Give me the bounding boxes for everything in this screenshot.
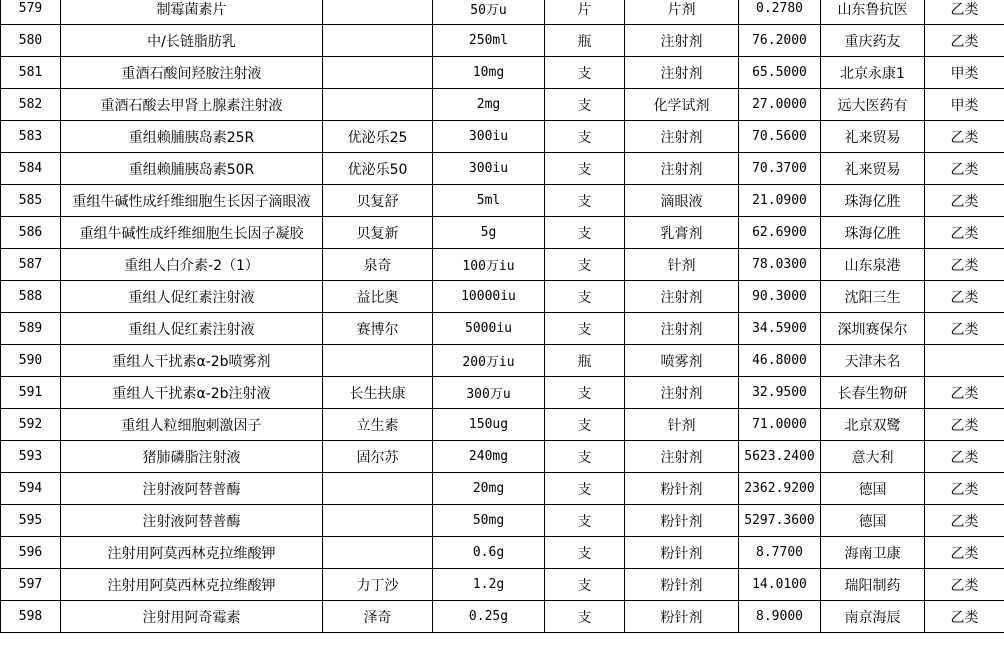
manufacturer-cell[interactable]: 礼来贸易 [821,121,925,153]
dosage-form-cell[interactable]: 注射剂 [625,441,739,473]
category-cell[interactable]: 乙类 [925,249,1004,281]
category-cell[interactable]: 乙类 [925,601,1004,633]
price-cell[interactable]: 46.8000 [739,345,821,377]
price-cell[interactable]: 2362.9200 [739,473,821,505]
spec-cell[interactable]: 100万iu [433,249,545,281]
table-row [1,377,1004,409]
row-number-cell[interactable]: 590 [1,345,61,377]
brand-name-cell[interactable] [323,25,433,57]
manufacturer-cell[interactable]: 北京永康1 [821,57,925,89]
row-number-cell[interactable]: 585 [1,185,61,217]
manufacturer-cell[interactable]: 南京海辰 [821,601,925,633]
unit-cell[interactable]: 瓶 [545,25,625,57]
row-number-cell[interactable]: 595 [1,505,61,537]
spec-cell[interactable]: 300iu [433,121,545,153]
table-row [1,217,1004,249]
table-row [1,153,1004,185]
spec-cell[interactable]: 150ug [433,409,545,441]
spec-cell[interactable]: 5ml [433,185,545,217]
dosage-form-cell[interactable]: 针剂 [625,409,739,441]
dosage-form-cell[interactable]: 粉针剂 [625,473,739,505]
drug-name-cell[interactable]: 制霉菌素片 [61,0,323,25]
table-row [1,537,1004,569]
dosage-form-cell[interactable]: 粉针剂 [625,537,739,569]
drug-name-cell[interactable]: 重组牛碱性成纤维细胞生长因子滴眼液 [61,185,323,217]
category-cell[interactable]: 乙类 [925,153,1004,185]
table-row [1,25,1004,57]
row-number-cell[interactable]: 593 [1,441,61,473]
spec-cell[interactable]: 240mg [433,441,545,473]
row-number-cell[interactable]: 592 [1,409,61,441]
row-number-cell[interactable]: 591 [1,377,61,409]
price-cell[interactable]: 78.0300 [739,249,821,281]
row-number-cell[interactable]: 586 [1,217,61,249]
drug-name-cell[interactable]: 重酒石酸去甲肾上腺素注射液 [61,89,323,121]
category-cell[interactable]: 乙类 [925,217,1004,249]
dosage-form-cell[interactable]: 滴眼液 [625,185,739,217]
spec-cell[interactable]: 2mg [433,89,545,121]
unit-cell[interactable]: 支 [545,121,625,153]
drug-name-cell[interactable]: 重组牛碱性成纤维细胞生长因子凝胶 [61,217,323,249]
row-number-cell[interactable]: 589 [1,313,61,345]
unit-cell[interactable]: 支 [545,473,625,505]
dosage-form-cell[interactable]: 注射剂 [625,57,739,89]
unit-cell[interactable]: 支 [545,569,625,601]
row-number-cell[interactable]: 583 [1,121,61,153]
brand-name-cell[interactable]: 贝复新 [323,217,433,249]
table-row [1,345,1004,377]
table-row [1,409,1004,441]
row-number-cell[interactable]: 582 [1,89,61,121]
price-cell[interactable]: 76.2000 [739,25,821,57]
unit-cell[interactable]: 瓶 [545,345,625,377]
unit-cell[interactable]: 支 [545,601,625,633]
drug-name-cell[interactable]: 重组人促红素注射液 [61,281,323,313]
unit-cell[interactable]: 支 [545,409,625,441]
price-cell[interactable]: 27.0000 [739,89,821,121]
category-cell[interactable]: 乙类 [925,537,1004,569]
manufacturer-cell[interactable]: 意大利 [821,441,925,473]
spec-cell[interactable]: 300万u [433,377,545,409]
row-number-cell[interactable]: 584 [1,153,61,185]
brand-name-cell[interactable] [323,473,433,505]
brand-name-cell[interactable] [323,89,433,121]
price-cell[interactable]: 62.6900 [739,217,821,249]
spec-cell[interactable]: 0.25g [433,601,545,633]
category-cell[interactable]: 乙类 [925,25,1004,57]
spec-cell[interactable]: 10mg [433,57,545,89]
manufacturer-cell[interactable]: 天津未名 [821,345,925,377]
brand-name-cell[interactable]: 力丁沙 [323,569,433,601]
spec-cell[interactable]: 200万iu [433,345,545,377]
manufacturer-cell[interactable]: 山东鲁抗医 [821,0,925,25]
row-number-cell[interactable]: 597 [1,569,61,601]
table-row [1,249,1004,281]
unit-cell[interactable]: 支 [545,537,625,569]
table-row [1,441,1004,473]
category-cell[interactable]: 乙类 [925,313,1004,345]
category-cell[interactable]: 乙类 [925,473,1004,505]
price-cell[interactable]: 5297.3600 [739,505,821,537]
brand-name-cell[interactable]: 立生素 [323,409,433,441]
table-row [1,313,1004,345]
dosage-form-cell[interactable]: 粉针剂 [625,569,739,601]
category-cell[interactable]: 乙类 [925,441,1004,473]
price-cell[interactable]: 5623.2400 [739,441,821,473]
row-number-cell[interactable]: 581 [1,57,61,89]
brand-name-cell[interactable]: 泉奇 [323,249,433,281]
price-cell[interactable]: 0.2780 [739,0,821,25]
manufacturer-cell[interactable]: 珠海亿胜 [821,217,925,249]
brand-name-cell[interactable] [323,57,433,89]
manufacturer-cell[interactable]: 长春生物研 [821,377,925,409]
dosage-form-cell[interactable]: 注射剂 [625,153,739,185]
dosage-form-cell[interactable]: 注射剂 [625,377,739,409]
manufacturer-cell[interactable]: 瑞阳制药 [821,569,925,601]
price-cell[interactable]: 14.0100 [739,569,821,601]
price-cell[interactable]: 21.0900 [739,185,821,217]
unit-cell[interactable]: 支 [545,185,625,217]
dosage-form-cell[interactable]: 针剂 [625,249,739,281]
unit-cell[interactable]: 支 [545,249,625,281]
dosage-form-cell[interactable]: 粉针剂 [625,505,739,537]
table-body [1,0,1004,633]
table-row [1,473,1004,505]
table-row [1,281,1004,313]
unit-cell[interactable]: 支 [545,89,625,121]
manufacturer-cell[interactable]: 德国 [821,473,925,505]
drug-name-cell[interactable]: 中/长链脂肪乳 [61,25,323,57]
drug-name-cell[interactable]: 重组人干扰素α-2b注射液 [61,377,323,409]
row-number-cell[interactable]: 594 [1,473,61,505]
unit-cell[interactable]: 支 [545,153,625,185]
category-cell[interactable]: 乙类 [925,185,1004,217]
spec-cell[interactable]: 50万u [433,0,545,25]
manufacturer-cell[interactable]: 珠海亿胜 [821,185,925,217]
spec-cell[interactable]: 10000iu [433,281,545,313]
manufacturer-cell[interactable]: 礼来贸易 [821,153,925,185]
category-cell[interactable]: 甲类 [925,89,1004,121]
price-cell[interactable]: 8.7700 [739,537,821,569]
row-number-cell[interactable]: 598 [1,601,61,633]
price-cell[interactable]: 90.3000 [739,281,821,313]
drug-name-cell[interactable]: 重组人粒细胞刺激因子 [61,409,323,441]
brand-name-cell[interactable]: 优泌乐25 [323,121,433,153]
drug-name-cell[interactable]: 重组人白介素-2（1） [61,249,323,281]
category-cell[interactable]: 乙类 [925,377,1004,409]
table-row [1,0,1004,25]
table-row [1,89,1004,121]
brand-name-cell[interactable]: 长生扶康 [323,377,433,409]
manufacturer-cell[interactable]: 沈阳三生 [821,281,925,313]
row-number-cell[interactable]: 579 [1,0,61,25]
unit-cell[interactable]: 支 [545,57,625,89]
unit-cell[interactable]: 支 [545,377,625,409]
drug-name-cell[interactable]: 注射用阿奇霉素 [61,601,323,633]
category-cell[interactable]: 乙类 [925,281,1004,313]
brand-name-cell[interactable]: 固尔苏 [323,441,433,473]
dosage-form-cell[interactable]: 化学试剂 [625,89,739,121]
category-cell[interactable]: 乙类 [925,569,1004,601]
unit-cell[interactable]: 支 [545,441,625,473]
category-cell[interactable]: 甲类 [925,57,1004,89]
row-number-cell[interactable]: 588 [1,281,61,313]
price-cell[interactable]: 70.3700 [739,153,821,185]
dosage-form-cell[interactable]: 注射剂 [625,121,739,153]
dosage-form-cell[interactable]: 喷雾剂 [625,345,739,377]
brand-name-cell[interactable]: 泽奇 [323,601,433,633]
manufacturer-cell[interactable]: 北京双鹭 [821,409,925,441]
category-cell[interactable]: 乙类 [925,0,1004,25]
spec-cell[interactable]: 5g [433,217,545,249]
brand-name-cell[interactable] [323,537,433,569]
brand-name-cell[interactable]: 优泌乐50 [323,153,433,185]
spec-cell[interactable]: 250ml [433,25,545,57]
drug-name-cell[interactable]: 注射液阿替普酶 [61,505,323,537]
manufacturer-cell[interactable]: 深圳赛保尔 [821,313,925,345]
brand-name-cell[interactable] [323,345,433,377]
unit-cell[interactable]: 支 [545,217,625,249]
table-row [1,57,1004,89]
dosage-form-cell[interactable]: 注射剂 [625,281,739,313]
spec-cell[interactable]: 50mg [433,505,545,537]
manufacturer-cell[interactable]: 山东泉港 [821,249,925,281]
brand-name-cell[interactable] [323,505,433,537]
drug-name-cell[interactable]: 重组人干扰素α-2b喷雾剂 [61,345,323,377]
row-number-cell[interactable]: 596 [1,537,61,569]
drug-name-cell[interactable]: 注射用阿莫西林克拉维酸钾 [61,537,323,569]
row-number-cell[interactable]: 587 [1,249,61,281]
dosage-form-cell[interactable]: 片剂 [625,0,739,25]
row-number-cell[interactable]: 580 [1,25,61,57]
dosage-form-cell[interactable]: 注射剂 [625,25,739,57]
unit-cell[interactable]: 片 [545,0,625,25]
dosage-form-cell[interactable]: 乳膏剂 [625,217,739,249]
drug-name-cell[interactable]: 注射用阿莫西林克拉维酸钾 [61,569,323,601]
brand-name-cell[interactable]: 赛博尔 [323,313,433,345]
table-row [1,505,1004,537]
category-cell[interactable]: 乙类 [925,121,1004,153]
drug-name-cell[interactable]: 重组赖脯胰岛素50R [61,153,323,185]
dosage-form-cell[interactable]: 注射剂 [625,313,739,345]
table-row [1,121,1004,153]
drug-name-cell[interactable]: 重组人促红素注射液 [61,313,323,345]
price-cell[interactable]: 70.5600 [739,121,821,153]
brand-name-cell[interactable] [323,0,433,25]
category-cell[interactable]: 乙类 [925,505,1004,537]
drug-name-cell[interactable]: 重酒石酸间羟胺注射液 [61,57,323,89]
price-cell[interactable]: 32.9500 [739,377,821,409]
brand-name-cell[interactable]: 贝复舒 [323,185,433,217]
category-cell[interactable] [925,345,1004,377]
table-row [1,569,1004,601]
dosage-form-cell[interactable]: 粉针剂 [625,601,739,633]
brand-name-cell[interactable]: 益比奥 [323,281,433,313]
unit-cell[interactable]: 支 [545,281,625,313]
spec-cell[interactable]: 1.2g [433,569,545,601]
manufacturer-cell[interactable]: 德国 [821,505,925,537]
unit-cell[interactable]: 支 [545,505,625,537]
price-cell[interactable]: 65.5000 [739,57,821,89]
price-cell[interactable]: 71.0000 [739,409,821,441]
drug-name-cell[interactable]: 猪肺磷脂注射液 [61,441,323,473]
manufacturer-cell[interactable]: 远大医药有 [821,89,925,121]
spec-cell[interactable]: 300iu [433,153,545,185]
spec-cell[interactable]: 0.6g [433,537,545,569]
manufacturer-cell[interactable]: 海南卫康 [821,537,925,569]
drug-name-cell[interactable]: 重组赖脯胰岛素25R [61,121,323,153]
price-cell[interactable]: 8.9000 [739,601,821,633]
drug-name-cell[interactable]: 注射液阿替普酶 [61,473,323,505]
table-row [1,601,1004,633]
unit-cell[interactable]: 支 [545,313,625,345]
spec-cell[interactable]: 20mg [433,473,545,505]
table-row [1,185,1004,217]
price-cell[interactable]: 34.5900 [739,313,821,345]
category-cell[interactable]: 乙类 [925,409,1004,441]
spec-cell[interactable]: 5000iu [433,313,545,345]
manufacturer-cell[interactable]: 重庆药友 [821,25,925,57]
